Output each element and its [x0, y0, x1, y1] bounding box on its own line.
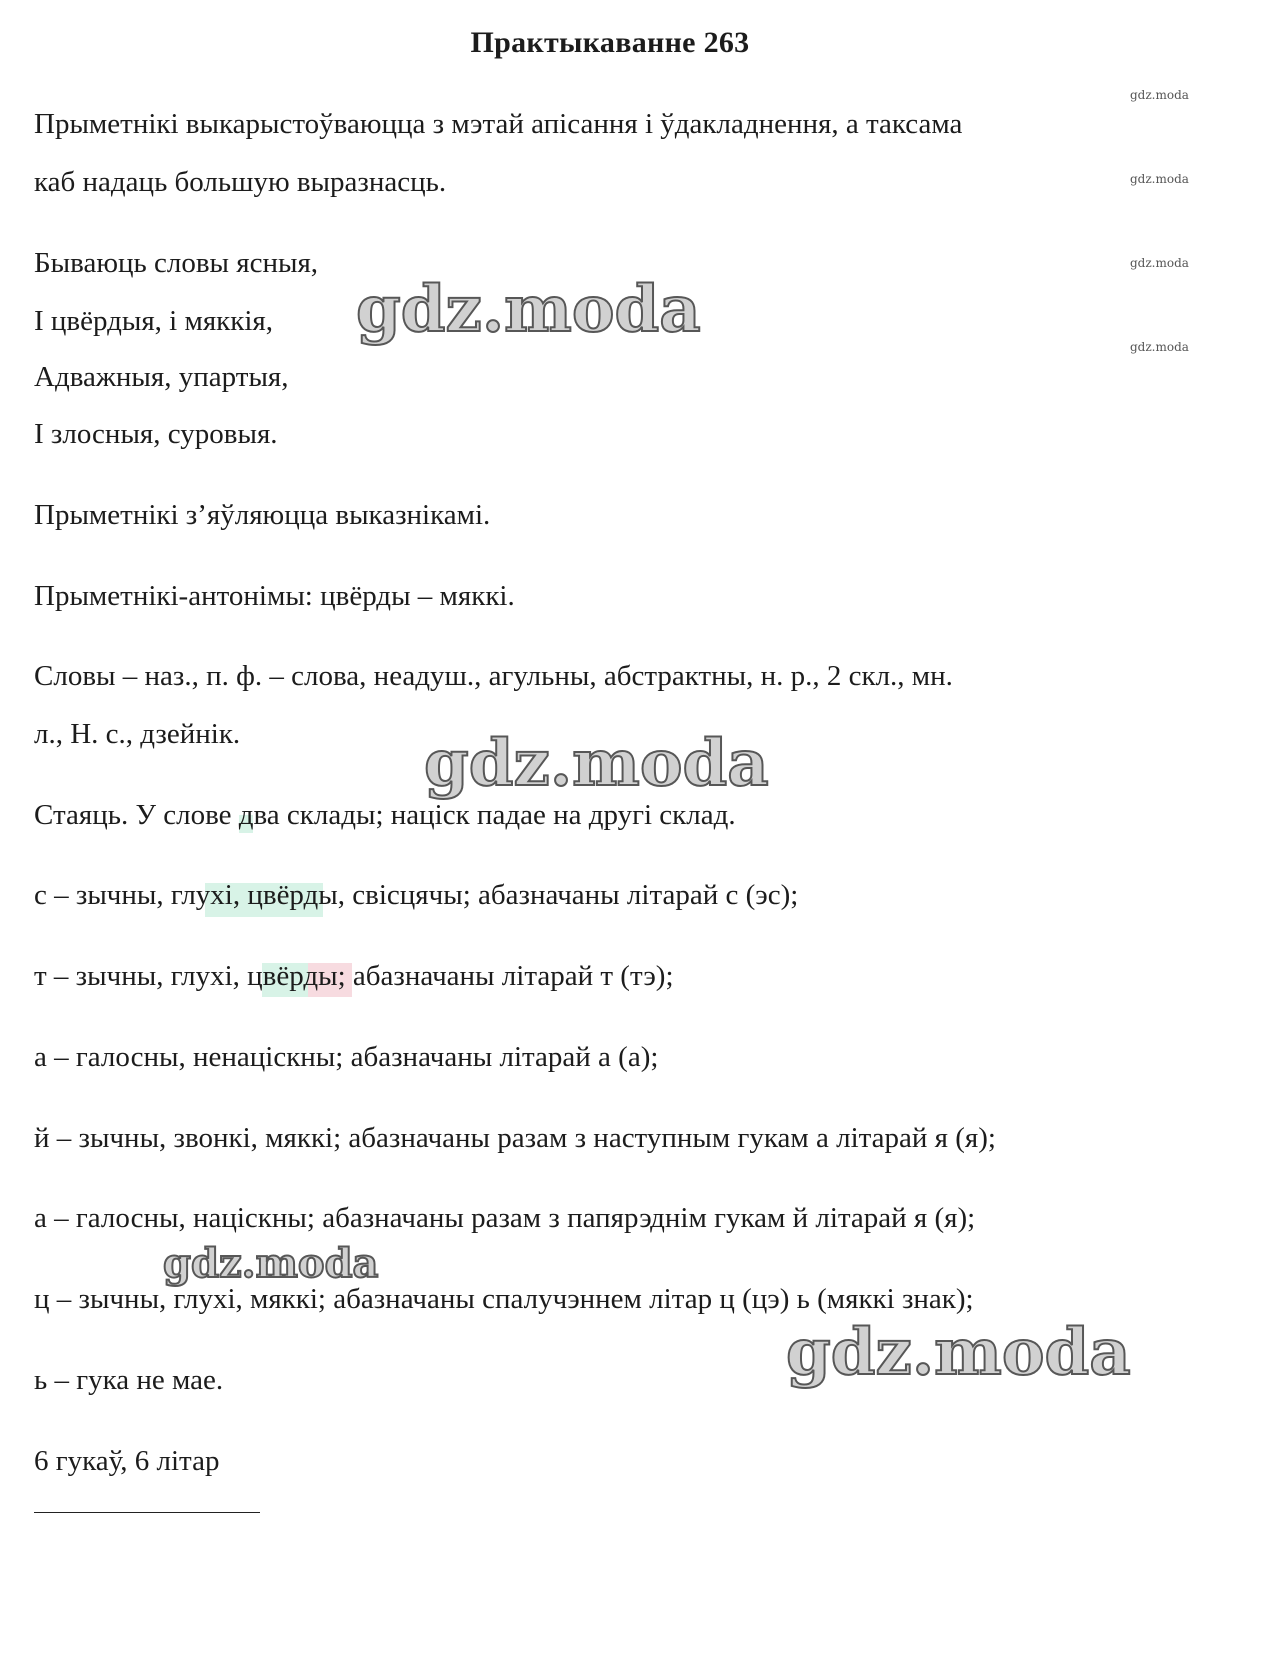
poem-line: Адважныя, упартыя,	[34, 361, 289, 393]
phonetics-line: а – галосны, націскны; абазначаны разам з папярэднім гукам й літарай я (я);	[34, 1202, 976, 1234]
summary-text: 6 гукаў, 6 літар	[34, 1445, 220, 1477]
morph-line: Словы – наз., п. ф. – слова, неадуш., агульны, абстрактны, н. р., 2 скл., мн.	[34, 660, 953, 692]
watermark-small: gdz.moda	[1130, 340, 1189, 354]
poem-line: І злосныя, суровыя.	[34, 418, 278, 450]
phonetics-line: ц – зычны, глухі, мяккі; абазначаны спалучэннем літар ц (цэ) ь (мяккі знак);	[34, 1283, 974, 1315]
phonetics-line: ь – гука не мае.	[34, 1364, 224, 1396]
watermark-small: gdz.moda	[1130, 256, 1189, 270]
predicates-text: Прыметнікі з’яўляюцца выказнікамі.	[34, 499, 491, 531]
watermark-large: gdz.moda	[424, 726, 769, 801]
poem-line: Бываюць словы ясныя,	[34, 247, 319, 279]
phonetics-line: с – зычны, глухі, цвёрды, свісцячы; абазначаны літарай с (эс);	[34, 879, 799, 911]
morph-line: л., Н. с., дзейнік.	[34, 718, 241, 750]
watermark-large: gdz.moda	[163, 1240, 379, 1287]
antonyms-text: Прыметнікі-антонімы: цвёрды – мяккі.	[34, 580, 515, 612]
poem-line: І цвёрдыя, і мяккія,	[34, 305, 274, 337]
page-title: Практыкаванне 263	[470, 26, 750, 59]
syllables-text: Стаяць. У слове два склады; націск падае на другі склад.	[34, 799, 736, 831]
watermark-large: gdz.moda	[356, 272, 701, 347]
divider	[34, 1512, 260, 1513]
phonetics-line: й – зычны, звонкі, мяккі; абазначаны разам з наступным гукам а літарай я (я);	[34, 1122, 996, 1154]
phonetics-line: т – зычны, глухі, цвёрды; абазначаны літарай т (тэ);	[34, 960, 674, 992]
watermark-small: gdz.moda	[1130, 172, 1189, 186]
intro-line: каб надаць большую выразнасць.	[34, 166, 447, 198]
phonetics-line: а – галосны, ненаціскны; абазначаны літарай а (а);	[34, 1041, 659, 1073]
watermark-small: gdz.moda	[1130, 88, 1189, 102]
watermark-large: gdz.moda	[786, 1315, 1131, 1390]
intro-line: Прыметнікі выкарыстоўваюцца з мэтай апісання і ўдакладнення, а таксама	[34, 108, 963, 140]
